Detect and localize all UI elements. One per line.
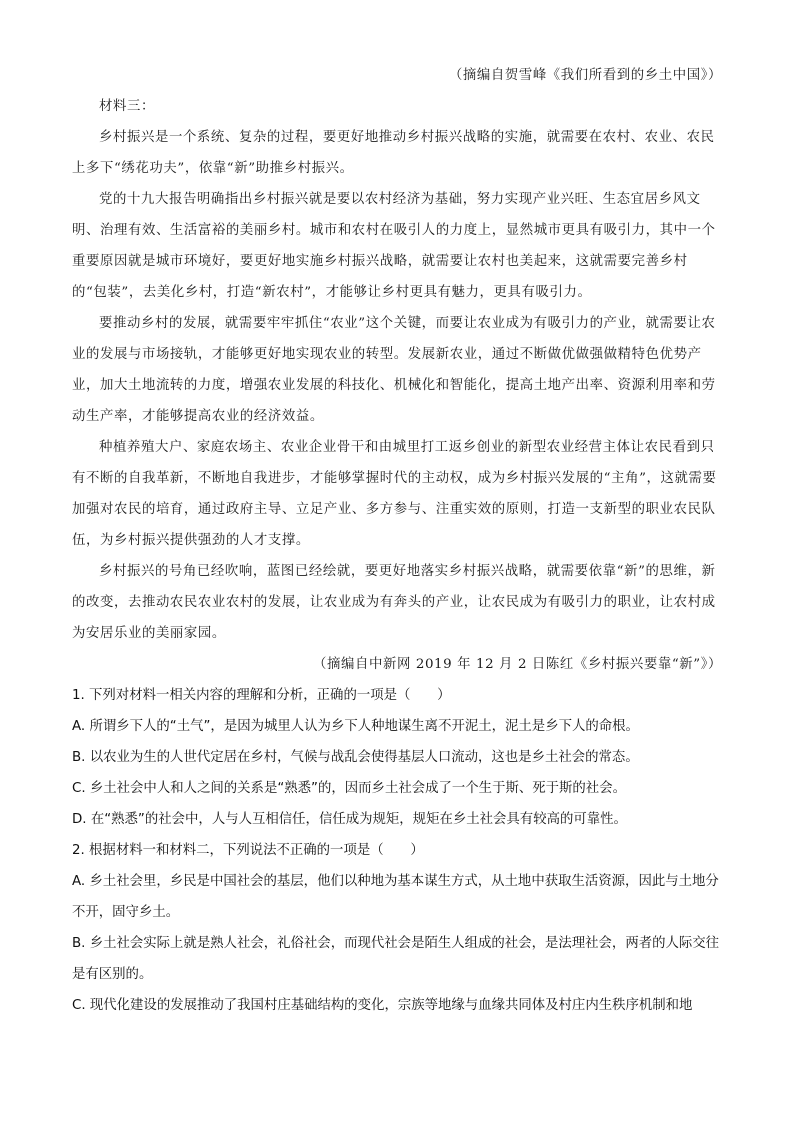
question-option: C. 乡土社会中人和人之间的关系是“熟悉”的，因而乡土社会成了一个生于斯、死于斯的社会。	[72, 781, 626, 796]
question-stem: 2. 根据材料一和材料二，下列说法不正确的一项是（ ）	[72, 843, 424, 858]
material-paragraph: 乡村振兴是一个系统、复杂的过程，要更好地推动乡村振兴战略的实施，就需要在农村、农业、农民上多下“绣花功夫”，依靠“新”助推乡村振兴。	[72, 130, 715, 176]
question-1	[72, 680, 722, 835]
document-page	[72, 60, 722, 1021]
question-option: B. 以农业为生的人世代定居在乡村，气候与战乱会使得基层人口流动，这也是乡土社会的常态。	[72, 750, 639, 765]
question-option: C. 现代化建设的发展推动了我国村庄基础结构的变化，宗族等地缘与血缘共同体及村庄内生秩序机制和地	[72, 998, 693, 1013]
material-paragraph: 乡村振兴的号角已经吹响，蓝图已经绘就，要更好地落实乡村振兴战略，就需要依靠“新”的思维，新的改变，去推动农民农业农村的发展，让农业成为有奔头的产业，让农民成为有吸引力的职业，让农村成为安居乐业的美丽家园。	[72, 564, 716, 641]
material-paragraph: 要推动乡村的发展，就需要牢牢抓住“农业”这个关键，而要让农业成为有吸引力的产业，就需要让农业的发展与市场接轨，才能够更好地实现农业的转型。发展新农业，通过不断做优做强做精特色优势产业，加大土地流转的力度，增强农业发展的科技化、机械化和智能化，提高土地产出率、资源利用率和劳动生产率，才能够提高农业的经济效益。	[72, 316, 716, 424]
material-three-heading: 材料三：	[99, 99, 155, 114]
source-citation-bottom: （摘编自中新网 2019 年 12 月 2 日陈红《乡村振兴要靠“新”》）	[313, 657, 722, 672]
material-paragraph: 种植养殖大户、家庭农场主、农业企业骨干和由城里打工返乡创业的新型农业经营主体让农民看到只有不断的自我革新，不断地自我进步，才能够掌握时代的主动权，成为乡村振兴发展的“主角”，这就需要加强对农民的培育，通过政府主导、立足产业、多方参与、注重实效的原则，打造一支新型的职业农民队伍，为乡村振兴提供强劲的人才支撑。	[72, 440, 717, 548]
question-option: A. 所谓乡下人的“土气”，是因为城里人认为乡下人种地谋生离不开泥土，泥土是乡下人的命根。	[72, 719, 639, 734]
source-citation-top: （摘编自贺雪峰《我们所看到的乡土中国》）	[448, 68, 722, 83]
question-2	[72, 835, 722, 1021]
question-option: D. 在“熟悉”的社会中，人与人互相信任，信任成为规矩，规矩在乡土社会具有较高的可靠性。	[72, 812, 627, 827]
question-option: B. 乡土社会实际上就是熟人社会，礼俗社会，而现代社会是陌生人组成的社会，是法理社会，两者的人际交往是有区别的。	[72, 936, 720, 982]
material-paragraph: 党的十九大报告明确指出乡村振兴就是要以农村经济为基础，努力实现产业兴旺、生态宜居乡风文明、治理有效、生活富裕的美丽乡村。城市和农村在吸引人的力度上，显然城市更具有吸引力，其中一个重要原因就是城市环境好，要更好地实施乡村振兴战略，就需要让农村也美起来，这就需要完善乡村的“包装”，去美化乡村，打造“新农村”，才能够让乡村更具有魅力，更具有吸引力。	[72, 192, 716, 300]
question-stem: 1. 下列对材料一相关内容的理解和分析，正确的一项是（ ）	[72, 688, 451, 703]
question-option: A. 乡土社会里，乡民是中国社会的基层，他们以种地为基本谋生方式，从土地中获取生活资源，因此与土地分不开，固守乡土。	[72, 874, 719, 920]
